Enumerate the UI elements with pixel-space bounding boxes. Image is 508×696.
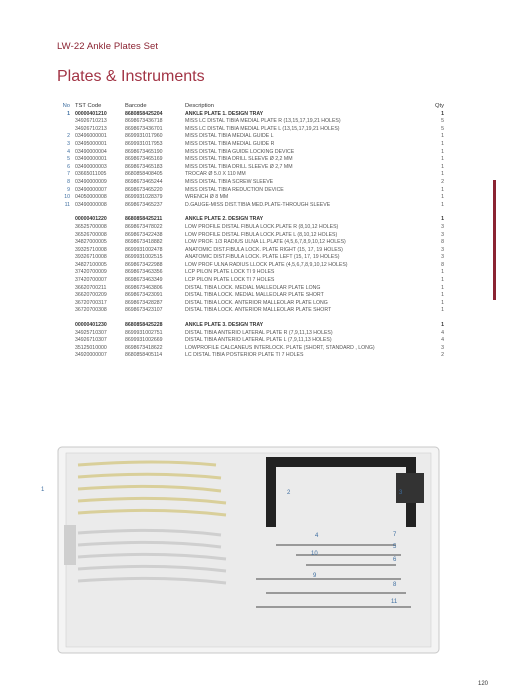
row-tst: 37420700009	[75, 269, 107, 276]
table-row	[59, 164, 444, 172]
row-qty: 1	[441, 163, 444, 170]
row-barcode: 8699931002478	[125, 246, 163, 253]
row-description: DISTAL TIBIA ANTERIO LATERAL PLATE L (7,9,11,13 HOLES)	[185, 337, 332, 344]
row-qty: 1	[441, 201, 444, 208]
row-no	[59, 307, 75, 315]
row-barcode: 8698673423091	[125, 292, 163, 299]
row-barcode: 8698673422438	[125, 231, 163, 238]
row-barcode: 8698673418882	[125, 239, 163, 246]
row-tst: 04050000008	[75, 194, 107, 201]
row-tst: 37420700007	[75, 277, 107, 284]
row-qty: 8	[441, 261, 444, 268]
row-no: 3	[67, 140, 70, 147]
parts-table	[59, 103, 444, 360]
row-no: 10	[64, 194, 70, 201]
page-number: 120	[477, 681, 488, 687]
row-no	[59, 337, 75, 345]
row-description: LOW PROFILE DISTAL FIBULA LOCK.PLATE R (8,10,12 HOLES)	[185, 223, 339, 230]
table-row	[59, 330, 444, 338]
row-description: LCP PILON PLATE LOCK TI 9 HOLES	[185, 269, 275, 276]
row-tst: 39326710008	[75, 254, 107, 261]
row-no: 6	[67, 163, 70, 170]
row-no	[59, 239, 75, 247]
row-qty: 3	[441, 231, 444, 238]
callout-6: 6	[393, 557, 397, 563]
row-barcode: 8680858408405	[125, 171, 163, 178]
col-no: No	[62, 103, 70, 109]
row-qty: 1	[441, 148, 444, 155]
row-description: DISTAL TIBIA LOCK. MEDIAL MALLEOLAR PLATE SHORT	[185, 292, 324, 299]
row-barcode: 8698673465244	[125, 178, 163, 185]
col-tst: TST Code	[75, 103, 102, 109]
row-qty: 2	[441, 352, 444, 359]
row-tst: 36620700209	[75, 292, 107, 299]
row-no: 9	[67, 186, 70, 193]
row-tst: 36720700317	[75, 299, 107, 306]
row-tst: 03495000001	[75, 140, 107, 147]
row-tst: 00000401220	[75, 216, 107, 223]
row-no	[59, 322, 75, 330]
row-description: MISS LC DISTAL TIBIA MEDIAL PLATE R (13,15,17,19,21 HOLES)	[185, 118, 341, 125]
row-qty: 1	[441, 194, 444, 201]
row-qty: 1	[441, 292, 444, 299]
row-qty: 1	[441, 140, 444, 147]
row-no	[59, 269, 75, 277]
row-barcode: 8680858425204	[125, 110, 163, 117]
row-barcode: 8680858425211	[125, 216, 163, 223]
row-description: MISS DISTAL TIBIA DRILL SLEEVE Ø 2,2 MM	[185, 156, 293, 163]
row-description: MISS DISTAL TIBIA GUIDE LOCKING DEVICE	[185, 148, 295, 155]
row-no	[59, 126, 75, 134]
table-row	[59, 337, 444, 345]
row-barcode: 8680858425228	[125, 322, 163, 329]
row-barcode: 8698673465169	[125, 156, 163, 163]
row-qty: 5	[441, 125, 444, 132]
row-description: LCP PILON PLATE LOCK TI 7 HOLES	[185, 277, 275, 284]
row-tst: 03665011005	[75, 171, 107, 178]
row-tst: 34926710213	[75, 125, 107, 132]
row-tst: 03490000001	[75, 156, 107, 163]
table-row	[59, 300, 444, 308]
row-description: DISTAL TIBIA LOCK. MEDIAL MALLEOLAR PLATE LONG	[185, 284, 321, 291]
row-tst: 03490000008	[75, 201, 107, 208]
row-barcode: 8698673465183	[125, 163, 163, 170]
row-qty: 4	[441, 329, 444, 336]
row-description: DISTAL TIBIA LOCK. ANTERIOR MALLEOLAR PLATE LONG	[185, 299, 328, 306]
row-description: MISS DISTAL TIBIA SCREW SLEEVE	[185, 178, 274, 185]
table-row	[59, 171, 444, 179]
row-description: MISS DISTAL TIBIA MEDIAL GUIDE R	[185, 140, 275, 147]
col-barcode: Barcode	[125, 103, 147, 109]
row-tst: 03490000007	[75, 186, 107, 193]
row-qty: 5	[441, 118, 444, 125]
row-no: 1	[67, 110, 70, 117]
row-tst: 36720700308	[75, 307, 107, 314]
row-no	[59, 300, 75, 308]
row-barcode: 8698673465220	[125, 186, 163, 193]
row-tst: 03490000003	[75, 163, 107, 170]
row-no: 2	[67, 133, 70, 140]
row-barcode: 8698673478022	[125, 223, 163, 230]
row-tst: 35125010000	[75, 344, 107, 351]
row-barcode: 8698673428287	[125, 299, 163, 306]
table-row	[59, 133, 444, 141]
row-no	[59, 330, 75, 338]
table-row	[59, 156, 444, 164]
row-description: ANATOMIC DIST.FIBULA LOCK. PLATE RIGHT (15, 17, 19 HOLES)	[185, 246, 343, 253]
row-tst: 34926710307	[75, 337, 107, 344]
row-description: ANATOMIC DIST.FIBULA LOCK. PLATE LEFT (15, 17, 19 HOLES)	[185, 254, 340, 261]
table-row	[59, 269, 444, 277]
row-description: ANKLE PLATE 2. DESIGN TRAY	[185, 216, 264, 223]
row-tst: 34926710213	[75, 118, 107, 125]
row-description: LOW PROFILE DISTAL FIBULA LOCK.PLATE L (8,10,12 HOLES)	[185, 231, 338, 238]
row-tst: 34827100005	[75, 261, 107, 268]
table-row	[59, 352, 444, 360]
row-no	[59, 352, 75, 360]
row-barcode: 8699931017953	[125, 140, 163, 147]
row-no: 5	[67, 156, 70, 163]
table-row	[59, 141, 444, 149]
row-no	[59, 224, 75, 232]
tray-row	[59, 322, 444, 330]
callout-1: 1	[41, 487, 45, 493]
row-qty: 3	[441, 246, 444, 253]
table-row	[59, 126, 444, 134]
row-description: ANKLE PLATE 1. DESIGN TRAY	[185, 110, 264, 117]
tray-photo	[56, 445, 441, 655]
row-description: DISTAL TIBIA LOCK. ANTERIOR MALLEOLAR PLATE SHORT	[185, 307, 332, 314]
table-row	[59, 232, 444, 240]
callout-2: 2	[287, 490, 291, 496]
callout-10: 10	[311, 551, 318, 557]
table-row	[59, 262, 444, 270]
row-no: 8	[67, 178, 70, 185]
row-description: LC DISTAL TIBIA POSTERIOR PLATE TI 7 HOLES	[185, 352, 304, 359]
row-no: 4	[67, 148, 70, 155]
row-barcode: 8699931028379	[125, 194, 163, 201]
row-tst: 36525700008	[75, 223, 107, 230]
table-row	[59, 307, 444, 315]
row-barcode: 8698673436718	[125, 118, 163, 125]
row-qty: 1	[441, 216, 444, 223]
row-description: MISS DISTAL TIBIA REDUCTION DEVICE	[185, 186, 284, 193]
table-row	[59, 194, 444, 202]
row-qty: 3	[441, 254, 444, 261]
group-gap	[59, 209, 444, 216]
table-row	[59, 149, 444, 157]
row-qty: 4	[441, 337, 444, 344]
row-no	[59, 118, 75, 126]
callout-11: 11	[391, 599, 398, 605]
row-description: LOWPROFILE CALCANEUS INTERLOCK. PLATE (SHORT, STANDARD , LONG)	[185, 344, 375, 351]
row-barcode: 8698673463806	[125, 284, 163, 291]
row-no	[59, 345, 75, 353]
set-title: LW-22 Ankle Plates Set	[57, 41, 159, 52]
table-row	[59, 187, 444, 195]
row-barcode: 8680858405114	[125, 352, 163, 359]
row-tst: 34925710307	[75, 329, 107, 336]
row-qty: 1	[441, 322, 444, 329]
row-tst: 34827000005	[75, 239, 107, 246]
row-no: 7	[67, 171, 70, 178]
callout-5: 5	[393, 544, 397, 550]
row-qty: 3	[441, 344, 444, 351]
col-qty: Qty	[434, 103, 444, 109]
row-barcode: 8699931017960	[125, 133, 163, 140]
row-no	[59, 247, 75, 255]
row-tst: 34920000007	[75, 352, 107, 359]
row-description: MISS DISTAL TIBIA MEDIAL GUIDE L	[185, 133, 274, 140]
row-qty: 1	[441, 133, 444, 140]
table-row	[59, 292, 444, 300]
col-description: Description	[185, 103, 214, 109]
row-description: ANKLE PLATE 3. DESIGN TRAY	[185, 322, 264, 329]
row-barcode: 8698673422988	[125, 261, 163, 268]
page-title: Plates & Instruments	[57, 68, 205, 85]
tray-row	[59, 216, 444, 224]
row-no	[59, 254, 75, 262]
row-description: TROCAR Ø 5.0 X 110 MM	[185, 171, 246, 178]
row-no: 11	[64, 201, 70, 208]
table-row	[59, 118, 444, 126]
table-row	[59, 345, 444, 353]
row-description: LOW PROF ULNA RADIUS LLOCK PLATE (4,5,6,7,8,9,10,12 HOLES)	[185, 261, 348, 268]
row-qty: 1	[441, 110, 444, 117]
row-description: DISTAL TIBIA ANTERIO LATERAL PLATE R (7,9,11,13 HOLES)	[185, 329, 333, 336]
row-no	[59, 277, 75, 285]
row-barcode: 8698673463349	[125, 277, 163, 284]
row-qty: 3	[441, 223, 444, 230]
row-tst: 36620700211	[75, 284, 107, 291]
group-gap	[59, 315, 444, 322]
row-no	[59, 292, 75, 300]
row-no	[59, 262, 75, 270]
row-qty: 1	[441, 171, 444, 178]
row-qty: 1	[441, 156, 444, 163]
row-qty: 1	[441, 277, 444, 284]
table-row	[59, 239, 444, 247]
row-tst: 36526700008	[75, 231, 107, 238]
table-row	[59, 277, 444, 285]
row-qty: 1	[441, 269, 444, 276]
callout-4: 4	[315, 533, 319, 539]
row-tst: 03490000009	[75, 178, 107, 185]
callout-8: 8	[393, 582, 397, 588]
callout-9: 9	[313, 573, 317, 579]
table-header	[59, 103, 444, 111]
row-qty: 1	[441, 186, 444, 193]
table-row	[59, 179, 444, 187]
row-barcode: 8698673418622	[125, 344, 163, 351]
callout-7: 7	[393, 532, 397, 538]
row-barcode: 8699931002751	[125, 329, 163, 336]
row-description: D.GAUGE-MISS DIST.TIBIA MED.PLATE-THROUGH SLEEVE	[185, 201, 331, 208]
row-tst: 03490000004	[75, 148, 107, 155]
row-description: WRENCH Ø 8 MM	[185, 194, 229, 201]
table-row	[59, 202, 444, 210]
row-qty: 1	[441, 299, 444, 306]
row-tst: 00000401230	[75, 322, 107, 329]
row-barcode: 8698673465190	[125, 148, 163, 155]
row-barcode: 8699931002669	[125, 337, 163, 344]
row-no	[59, 232, 75, 240]
row-qty: 8	[441, 239, 444, 246]
row-description: LOW PROF. 1/3 RADIUS ULNA LL.PLATE (4,5,6,7,8,9,10,12 HOLES)	[185, 239, 346, 246]
row-barcode: 8698673423107	[125, 307, 163, 314]
callout-3: 3	[399, 490, 403, 496]
row-barcode: 8698673436701	[125, 125, 163, 132]
row-barcode: 8698673463356	[125, 269, 163, 276]
table-row	[59, 285, 444, 293]
row-qty: 2	[441, 178, 444, 185]
row-no	[59, 216, 75, 224]
table-row	[59, 247, 444, 255]
table-body	[59, 111, 444, 360]
row-tst: 39325710008	[75, 246, 107, 253]
row-tst: 00000401210	[75, 110, 107, 117]
side-accent-bar	[493, 180, 496, 300]
row-description: MISS LC DISTAL TIBIA MEDIAL PLATE L (13,15,17,19,21 HOLES)	[185, 125, 340, 132]
table-row	[59, 254, 444, 262]
row-qty: 1	[441, 307, 444, 314]
row-no	[59, 285, 75, 293]
tray-row	[59, 111, 444, 119]
row-description: MISS DISTAL TIBIA DRILL SLEEVE Ø 2,7 MM	[185, 163, 293, 170]
table-row	[59, 224, 444, 232]
row-qty: 1	[441, 284, 444, 291]
row-barcode: 8699931002515	[125, 254, 163, 261]
row-tst: 03496000001	[75, 133, 107, 140]
row-barcode: 8698673465237	[125, 201, 163, 208]
